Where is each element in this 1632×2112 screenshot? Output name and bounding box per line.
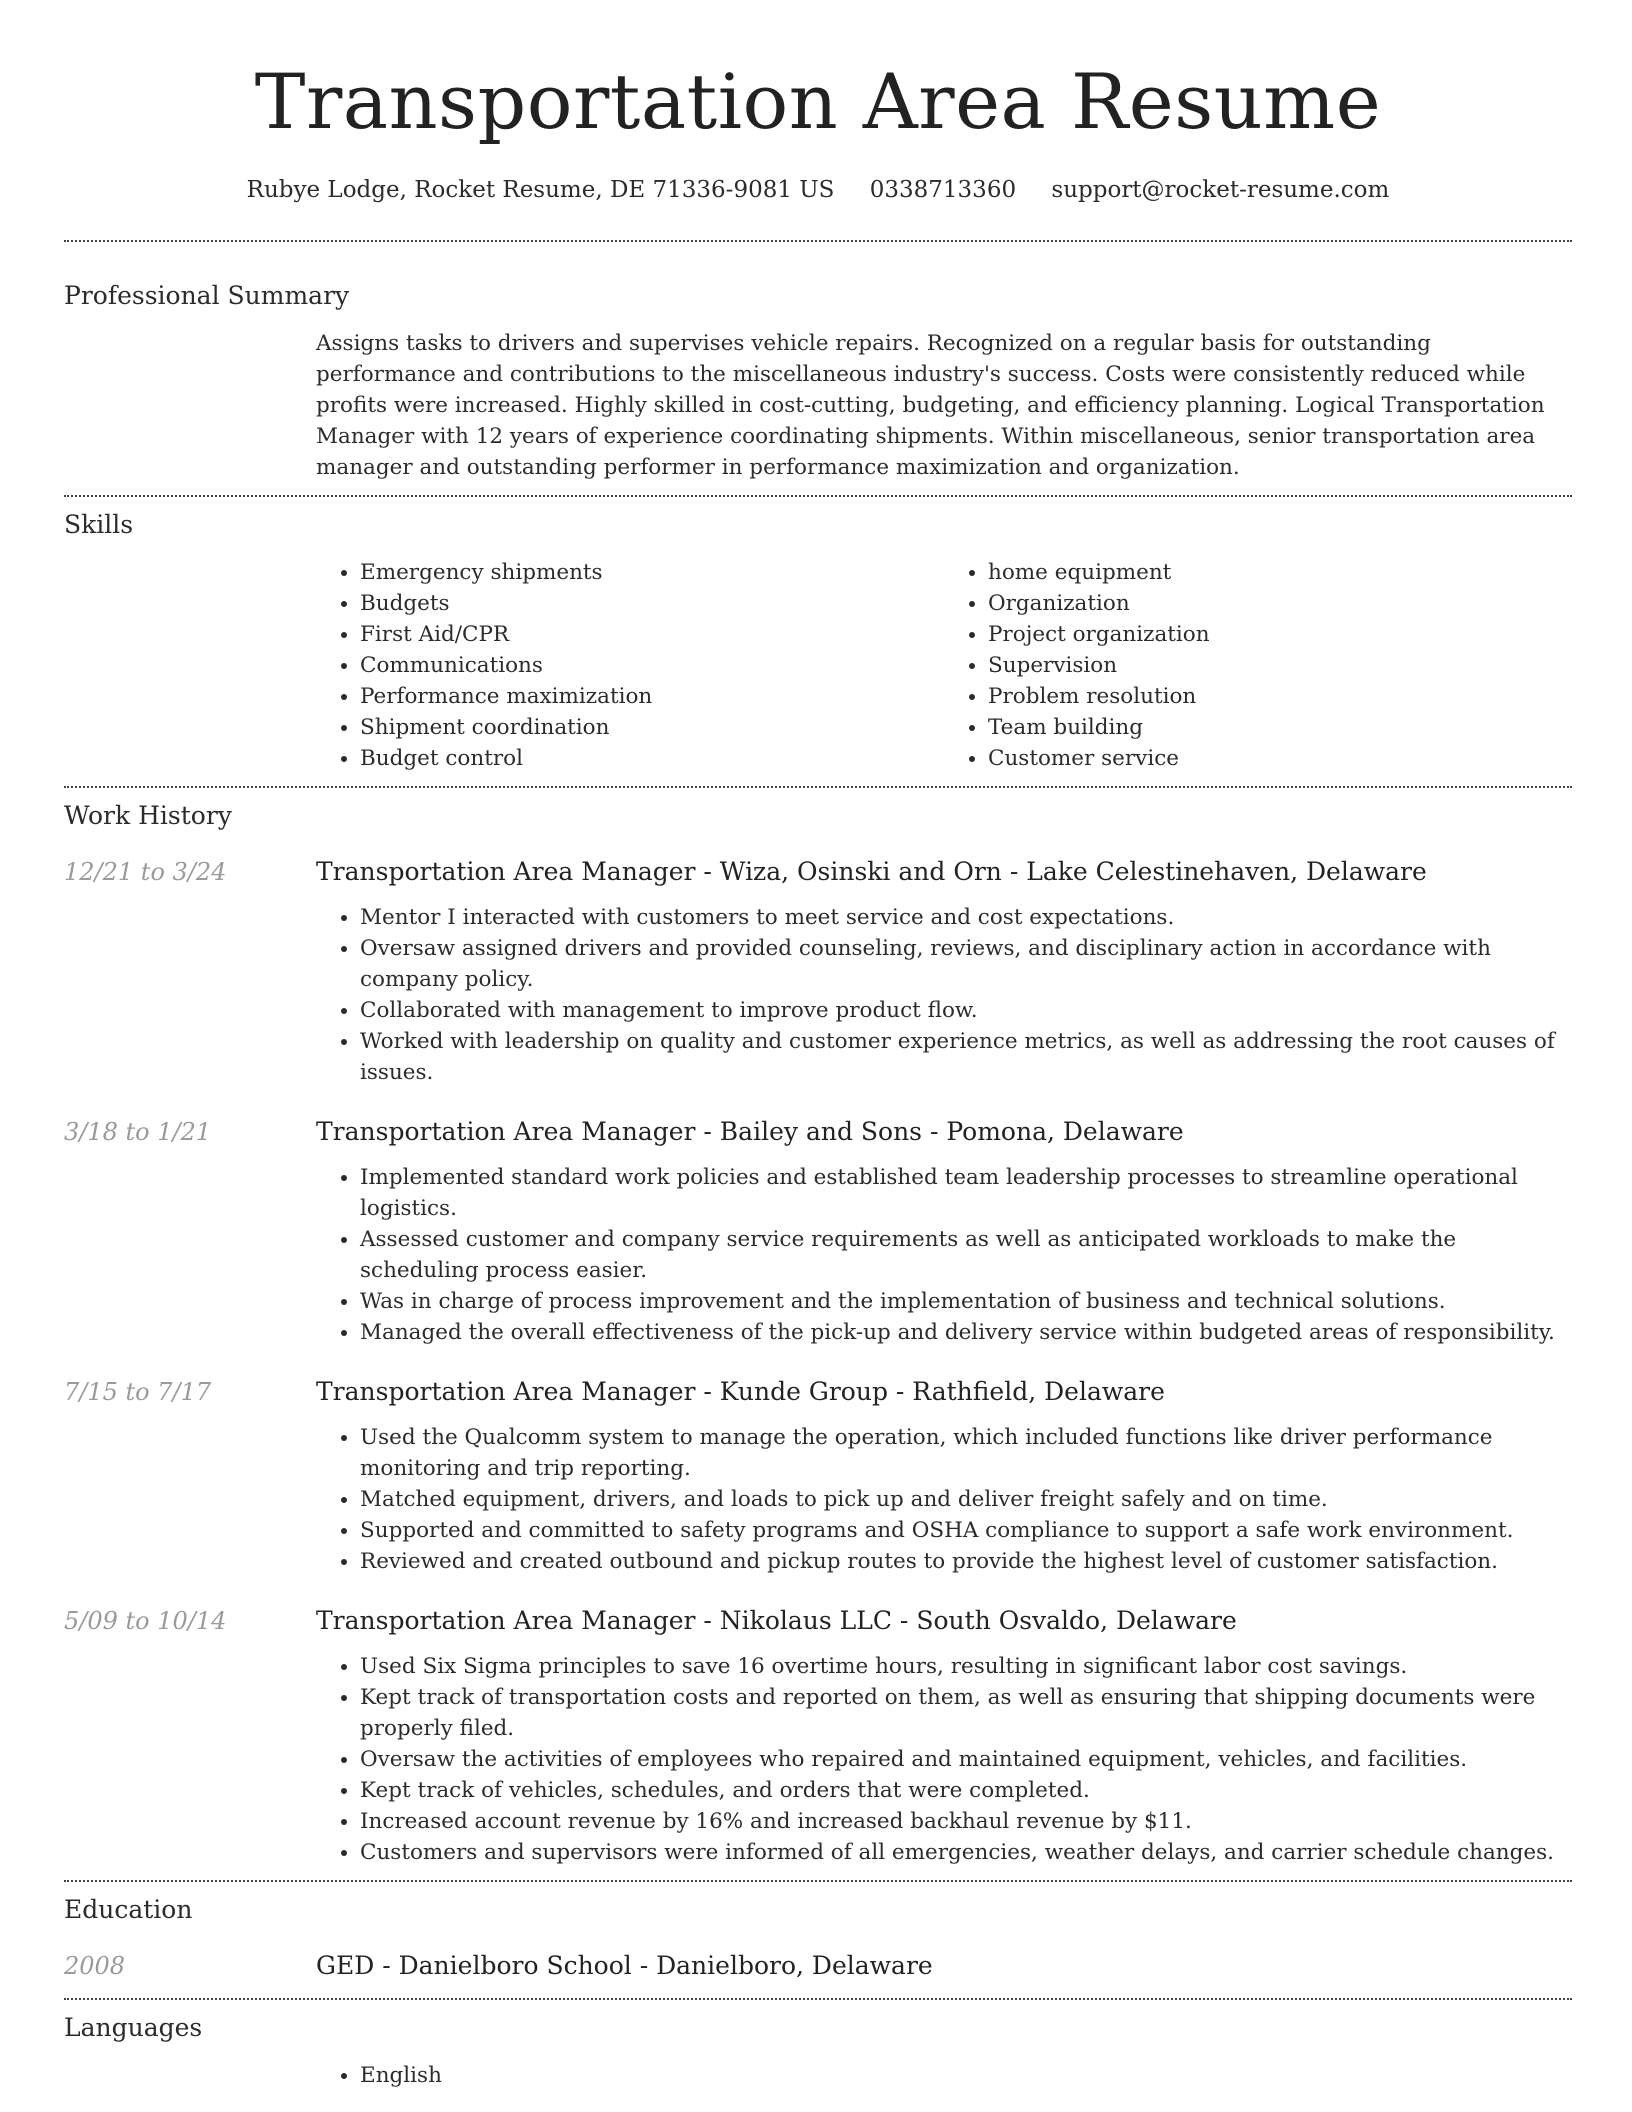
job-bullet: • Reviewed and created outbound and pickup routes to provide the highest level of customer satisfaction. [360, 1546, 1572, 1577]
education-degree: GED - Danielboro School - Danielboro, Delaware [316, 1951, 933, 1980]
summary-content [316, 328, 1572, 495]
language-item: • English [360, 2060, 1572, 2091]
job-bullet: • Oversaw the activities of employees who repaired and maintained equipment, vehicles, and facilities. [360, 1744, 1572, 1775]
job-bullet: • Kept track of vehicles, schedules, and orders that were completed. [360, 1775, 1572, 1806]
job-bullet: • Increased account revenue by 16% and increased backhaul revenue by $11. [360, 1806, 1572, 1837]
job-bullet: • Oversaw assigned drivers and provided counseling, reviews, and disciplinary action in accordance with company policy. [360, 933, 1572, 995]
job-bullets [316, 1651, 1572, 1868]
job-title: Transportation Area Manager - Bailey and Sons - Pomona, Delaware [316, 1117, 1184, 1146]
languages-list [316, 2060, 1572, 2091]
work-history-heading: Work History [64, 801, 232, 830]
job-dates: 7/15 to 7/17 [64, 1378, 212, 1406]
resume-title: Transportation Area Resume [254, 57, 1382, 146]
job-title: Transportation Area Manager - Nikolaus LLC - South Osvaldo, Delaware [316, 1606, 1237, 1635]
skill-item: • Budgets [360, 588, 944, 619]
languages-heading: Languages [64, 2013, 203, 2042]
job-bullet: • Collaborated with management to improve product flow. [360, 995, 1572, 1026]
job-bullet: • Matched equipment, drivers, and loads to pick up and deliver freight safely and on time. [360, 1484, 1572, 1515]
job-entry [64, 1374, 1572, 1577]
job-bullet: • Mentor I interacted with customers to meet service and cost expectations. [360, 902, 1572, 933]
education-year: 2008 [64, 1952, 126, 1980]
job-bullet: • Supported and committed to safety programs and OSHA compliance to support a safe work environment. [360, 1515, 1572, 1546]
job-bullet: • Implemented standard work policies and established team leadership processes to streamline operational logistics. [360, 1162, 1572, 1224]
skills-list [316, 557, 1572, 786]
skills-heading: Skills [64, 510, 134, 539]
skill-item: • Problem resolution [988, 681, 1572, 712]
skills-column-right [944, 557, 1572, 774]
skill-item: • First Aid/CPR [360, 619, 944, 650]
job-dates: 3/18 to 1/21 [64, 1118, 212, 1146]
phone: 0338713360 [869, 177, 1017, 203]
job-bullets [316, 902, 1572, 1088]
skills-column-left [316, 557, 944, 774]
languages-section [64, 2000, 1572, 2091]
work-history-section [64, 788, 1572, 1880]
job-bullet: • Was in charge of process improvement and the implementation of business and technical solutions. [360, 1286, 1572, 1317]
summary-text: Assigns tasks to drivers and supervises vehicle repairs. Recognized on a regular basis for outstanding performance and contributions to the miscellaneous industry's success. Costs were consistently reduced while profits were increased. Highly skilled in cost-cutting, budgeting, and efficiency planning. Logical Transportation Manager with 12 years of experience coordinating shipments. Within miscellaneous, senior transportation area manager and outstanding performer in performance maximization and organization. [316, 331, 1545, 480]
job-bullet: • Customers and supervisors were informed of all emergencies, weather delays, and carrier schedule changes. [360, 1837, 1572, 1868]
skill-item: • home equipment [988, 557, 1572, 588]
skills-section [64, 497, 1572, 786]
job-bullets [316, 1162, 1572, 1348]
job-title: Transportation Area Manager - Kunde Group - Rathfield, Delaware [316, 1377, 1165, 1406]
job-bullet: • Used the Qualcomm system to manage the operation, which included functions like driver performance monitoring and trip reporting. [360, 1422, 1572, 1484]
resume-page [64, 0, 1572, 2091]
education-entry [64, 1948, 1572, 1984]
job-entry [64, 1114, 1572, 1348]
summary-section [64, 242, 1572, 495]
job-bullets [316, 1422, 1572, 1577]
skill-item: • Performance maximization [360, 681, 944, 712]
skill-item: • Customer service [988, 743, 1572, 774]
job-entry [64, 1603, 1572, 1880]
job-bullet: • Kept track of transportation costs and reported on them, as well as ensuring that shipping documents were properly filed. [360, 1682, 1572, 1744]
job-bullet: • Managed the overall effectiveness of the pick-up and delivery service within budgeted areas of responsibility. [360, 1317, 1572, 1348]
skill-item: • Supervision [988, 650, 1572, 681]
job-entry [64, 854, 1572, 1088]
skill-item: • Shipment coordination [360, 712, 944, 743]
email: support@rocket-resume.com [1051, 177, 1390, 203]
address: Rubye Lodge, Rocket Resume, DE 71336-9081 US [246, 177, 835, 203]
skill-item: • Organization [988, 588, 1572, 619]
job-title: Transportation Area Manager - Wiza, Osinski and Orn - Lake Celestinehaven, Delaware [316, 857, 1427, 886]
skill-item: • Emergency shipments [360, 557, 944, 588]
education-heading: Education [64, 1895, 193, 1924]
summary-heading: Professional Summary [64, 281, 350, 310]
job-dates: 12/21 to 3/24 [64, 858, 227, 886]
job-bullet: • Worked with leadership on quality and customer experience metrics, as well as addressing the root causes of issues. [360, 1026, 1572, 1088]
skill-item: • Budget control [360, 743, 944, 774]
skill-item: • Project organization [988, 619, 1572, 650]
job-dates: 5/09 to 10/14 [64, 1607, 227, 1635]
job-bullet: • Assessed customer and company service requirements as well as anticipated workloads to make the scheduling process easier. [360, 1224, 1572, 1286]
contact-line [64, 172, 1572, 208]
skill-item: • Communications [360, 650, 944, 681]
job-bullet: • Used Six Sigma principles to save 16 overtime hours, resulting in significant labor cost savings. [360, 1651, 1572, 1682]
education-section [64, 1882, 1572, 1998]
skill-item: • Team building [988, 712, 1572, 743]
